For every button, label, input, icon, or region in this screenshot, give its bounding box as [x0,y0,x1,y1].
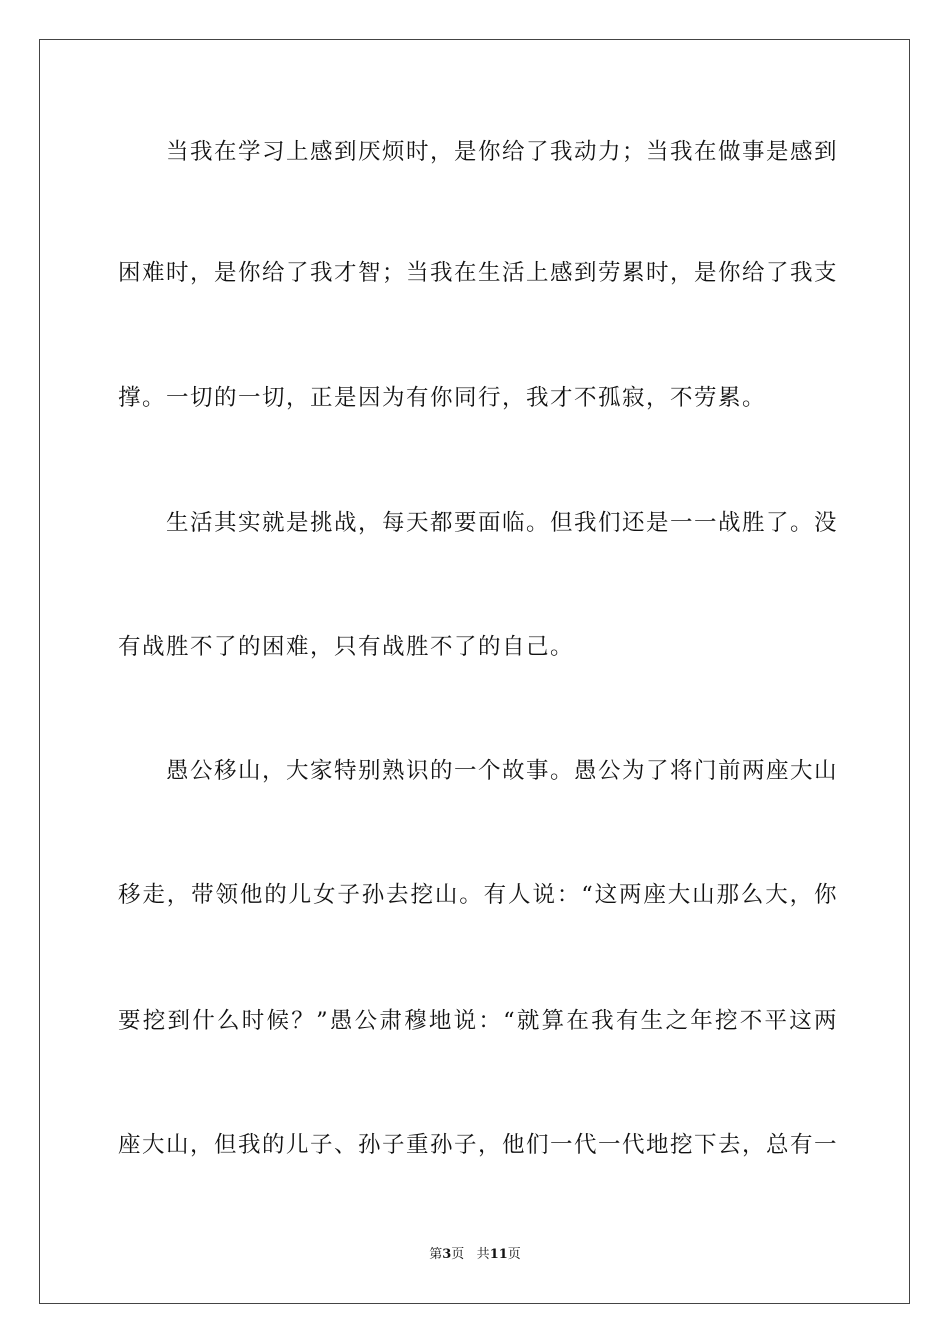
paragraph-2-line-1: 生活其实就是挑战，每天都要面临。但我们还是一一战胜了。没 [166,510,839,536]
page-border [39,39,910,1304]
page-number-suffix: 页 [451,1247,465,1262]
paragraph-3-line-2: 移走，带领他的儿女子孙去挖山。有人说：“这两座大山那么大，你 [118,882,838,908]
paragraph-1-line-3: 撑。一切的一切，正是因为有你同行，我才不孤寂，不劳累。 [118,385,767,411]
total-pages-prefix: 共 [476,1247,490,1262]
paragraph-1-line-2: 困难时，是你给了我才智；当我在生活上感到劳累时，是你给了我支 [118,260,839,286]
current-page-number: 3 [442,1247,452,1262]
paragraph-3-line-4: 座大山，但我的儿子、孙子重孙子，他们一代一代地挖下去，总有一 [118,1132,839,1158]
total-page-count: 11 [489,1247,508,1262]
paragraph-3-line-1: 愚公移山，大家特别熟识的一个故事。愚公为了将门前两座大山 [166,758,839,784]
paragraph-2-line-2: 有战胜不了的困难，只有战胜不了的自己。 [118,634,575,660]
paragraph-1-line-1: 当我在学习上感到厌烦时，是你给了我动力；当我在做事是感到 [166,139,839,165]
page-footer [0,1246,950,1264]
page-number-prefix: 第 [429,1247,443,1262]
total-pages-suffix: 页 [507,1247,521,1262]
paragraph-3-line-3: 要挖到什么时候？”愚公肃穆地说：“就算在我有生之年挖不平这两 [118,1008,838,1034]
